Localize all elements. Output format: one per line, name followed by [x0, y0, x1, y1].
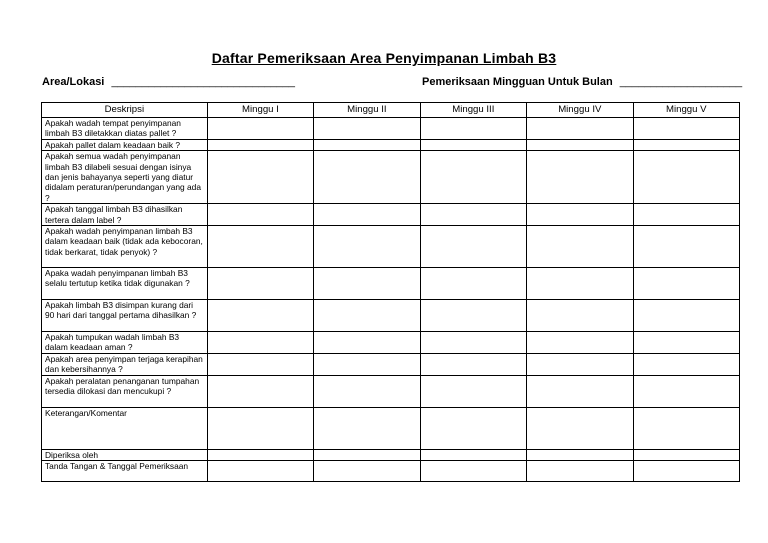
checklist-body — [42, 118, 740, 482]
week-4-check-cell[interactable] — [527, 353, 633, 375]
week-4-check-cell[interactable] — [527, 118, 633, 140]
week-4-check-cell[interactable] — [527, 332, 633, 354]
week-5-check-cell[interactable] — [633, 461, 739, 482]
week-3-check-cell[interactable] — [420, 332, 526, 354]
row-description: Apakah tumpukan wadah limbah B3 dalam keadaan aman ? — [42, 332, 208, 354]
week-1-check-cell[interactable] — [207, 461, 313, 482]
week-5-check-cell[interactable] — [633, 139, 739, 150]
row-container-condition — [42, 226, 740, 268]
header-row — [42, 103, 740, 118]
week-2-check-cell[interactable] — [314, 204, 420, 226]
inspection-checklist-table — [41, 102, 740, 482]
row-container-closed — [42, 268, 740, 300]
week-1-check-cell[interactable] — [207, 449, 313, 460]
row-labeling — [42, 151, 740, 204]
week-2-check-cell[interactable] — [314, 268, 420, 300]
row-description: Apakah pallet dalam keadaan baik ? — [42, 139, 208, 150]
row-description: Tanda Tangan & Tanggal Pemeriksaan — [42, 461, 208, 482]
week-5-check-cell[interactable] — [633, 449, 739, 460]
row-description: Apakah area penyimpan terjaga kerapihan dan kebersihannya ? — [42, 353, 208, 375]
row-description: Apakah limbah B3 disimpan kurang dari 90 hari dari tanggal pertama dihasilkan ? — [42, 300, 208, 332]
monthly-inspection-field — [422, 76, 742, 88]
week-5-check-cell[interactable] — [633, 151, 739, 204]
week-4-check-cell[interactable] — [527, 407, 633, 449]
week-3-check-cell[interactable] — [420, 461, 526, 482]
week-4-check-cell[interactable] — [527, 375, 633, 407]
week-3-check-cell[interactable] — [420, 204, 526, 226]
week-1-check-cell[interactable] — [207, 151, 313, 204]
week-4-check-cell[interactable] — [527, 151, 633, 204]
row-comments — [42, 407, 740, 449]
row-spill-equipment — [42, 375, 740, 407]
document-title: Daftar Pemeriksaan Area Penyimpanan Limbah B3 — [211, 50, 557, 66]
area-location-label: Area/Lokasi — [42, 76, 105, 88]
week-3-check-cell[interactable] — [420, 118, 526, 140]
week-1-check-cell[interactable] — [207, 375, 313, 407]
row-description: Apakah tanggal limbah B3 dihasilkan tertera dalam label ? — [42, 204, 208, 226]
row-area-cleanliness — [42, 353, 740, 375]
row-pallet-condition — [42, 139, 740, 150]
week-2-check-cell[interactable] — [314, 407, 420, 449]
column-header-week-5: Minggu V — [633, 103, 739, 118]
row-description: Apakah wadah tempat penyimpanan limbah B3 diletakkan diatas pallet ? — [42, 118, 208, 140]
week-3-check-cell[interactable] — [420, 226, 526, 268]
row-signature-date — [42, 461, 740, 482]
area-location-field — [42, 76, 295, 88]
monthly-inspection-blank[interactable]: ____________________ — [619, 76, 743, 88]
week-1-check-cell[interactable] — [207, 300, 313, 332]
row-label-date — [42, 204, 740, 226]
week-4-check-cell[interactable] — [527, 300, 633, 332]
week-1-check-cell[interactable] — [207, 139, 313, 150]
week-1-check-cell[interactable] — [207, 118, 313, 140]
week-5-check-cell[interactable] — [633, 375, 739, 407]
row-pallet-placement — [42, 118, 740, 140]
week-1-check-cell[interactable] — [207, 353, 313, 375]
week-1-check-cell[interactable] — [207, 226, 313, 268]
week-4-check-cell[interactable] — [527, 461, 633, 482]
row-description: Apakah semua wadah penyimpanan limbah B3 dilabeli sesuai dengan isinya dan jenis bahayanya seperti yang diatur didalam peraturan/perundangan yang ada ? — [42, 151, 208, 204]
column-header-description: Deskripsi — [42, 103, 208, 118]
week-5-check-cell[interactable] — [633, 300, 739, 332]
week-2-check-cell[interactable] — [314, 118, 420, 140]
week-2-check-cell[interactable] — [314, 461, 420, 482]
week-3-check-cell[interactable] — [420, 353, 526, 375]
week-1-check-cell[interactable] — [207, 268, 313, 300]
week-5-check-cell[interactable] — [633, 226, 739, 268]
week-2-check-cell[interactable] — [314, 226, 420, 268]
week-5-check-cell[interactable] — [633, 268, 739, 300]
row-inspected-by — [42, 449, 740, 460]
week-1-check-cell[interactable] — [207, 332, 313, 354]
week-5-check-cell[interactable] — [633, 204, 739, 226]
week-2-check-cell[interactable] — [314, 332, 420, 354]
week-3-check-cell[interactable] — [420, 375, 526, 407]
row-description: Apakah peralatan penanganan tumpahan tersedia dilokasi dan mencukupi ? — [42, 375, 208, 407]
week-4-check-cell[interactable] — [527, 226, 633, 268]
week-2-check-cell[interactable] — [314, 353, 420, 375]
week-5-check-cell[interactable] — [633, 118, 739, 140]
row-description: Diperiksa oleh — [42, 449, 208, 460]
week-2-check-cell[interactable] — [314, 151, 420, 204]
week-2-check-cell[interactable] — [314, 375, 420, 407]
area-location-blank[interactable]: ______________________________ — [111, 76, 295, 88]
column-header-week-4: Minggu IV — [527, 103, 633, 118]
week-4-check-cell[interactable] — [527, 139, 633, 150]
week-5-check-cell[interactable] — [633, 407, 739, 449]
row-description: Keterangan/Komentar — [42, 407, 208, 449]
monthly-inspection-label: Pemeriksaan Mingguan Untuk Bulan — [422, 76, 613, 88]
row-storage-duration — [42, 300, 740, 332]
week-4-check-cell[interactable] — [527, 449, 633, 460]
column-header-week-3: Minggu III — [420, 103, 526, 118]
week-1-check-cell[interactable] — [207, 204, 313, 226]
column-header-week-2: Minggu II — [314, 103, 420, 118]
row-stacking-safety — [42, 332, 740, 354]
week-2-check-cell[interactable] — [314, 300, 420, 332]
week-3-check-cell[interactable] — [420, 407, 526, 449]
row-description: Apaka wadah penyimpanan limbah B3 selalu tertutup ketika tidak digunakan ? — [42, 268, 208, 300]
week-3-check-cell[interactable] — [420, 449, 526, 460]
week-3-check-cell[interactable] — [420, 151, 526, 204]
week-3-check-cell[interactable] — [420, 300, 526, 332]
week-4-check-cell[interactable] — [527, 204, 633, 226]
column-header-week-1: Minggu I — [207, 103, 313, 118]
week-3-check-cell[interactable] — [420, 139, 526, 150]
week-5-check-cell[interactable] — [633, 353, 739, 375]
week-2-check-cell[interactable] — [314, 139, 420, 150]
row-description: Apakah wadah penyimpanan limbah B3 dalam keadaan baik (tidak ada kebocoran, tidak berkarat, tidak penyok) ? — [42, 226, 208, 268]
week-4-check-cell[interactable] — [527, 268, 633, 300]
week-1-check-cell[interactable] — [207, 407, 313, 449]
week-5-check-cell[interactable] — [633, 332, 739, 354]
week-2-check-cell[interactable] — [314, 449, 420, 460]
week-3-check-cell[interactable] — [420, 268, 526, 300]
